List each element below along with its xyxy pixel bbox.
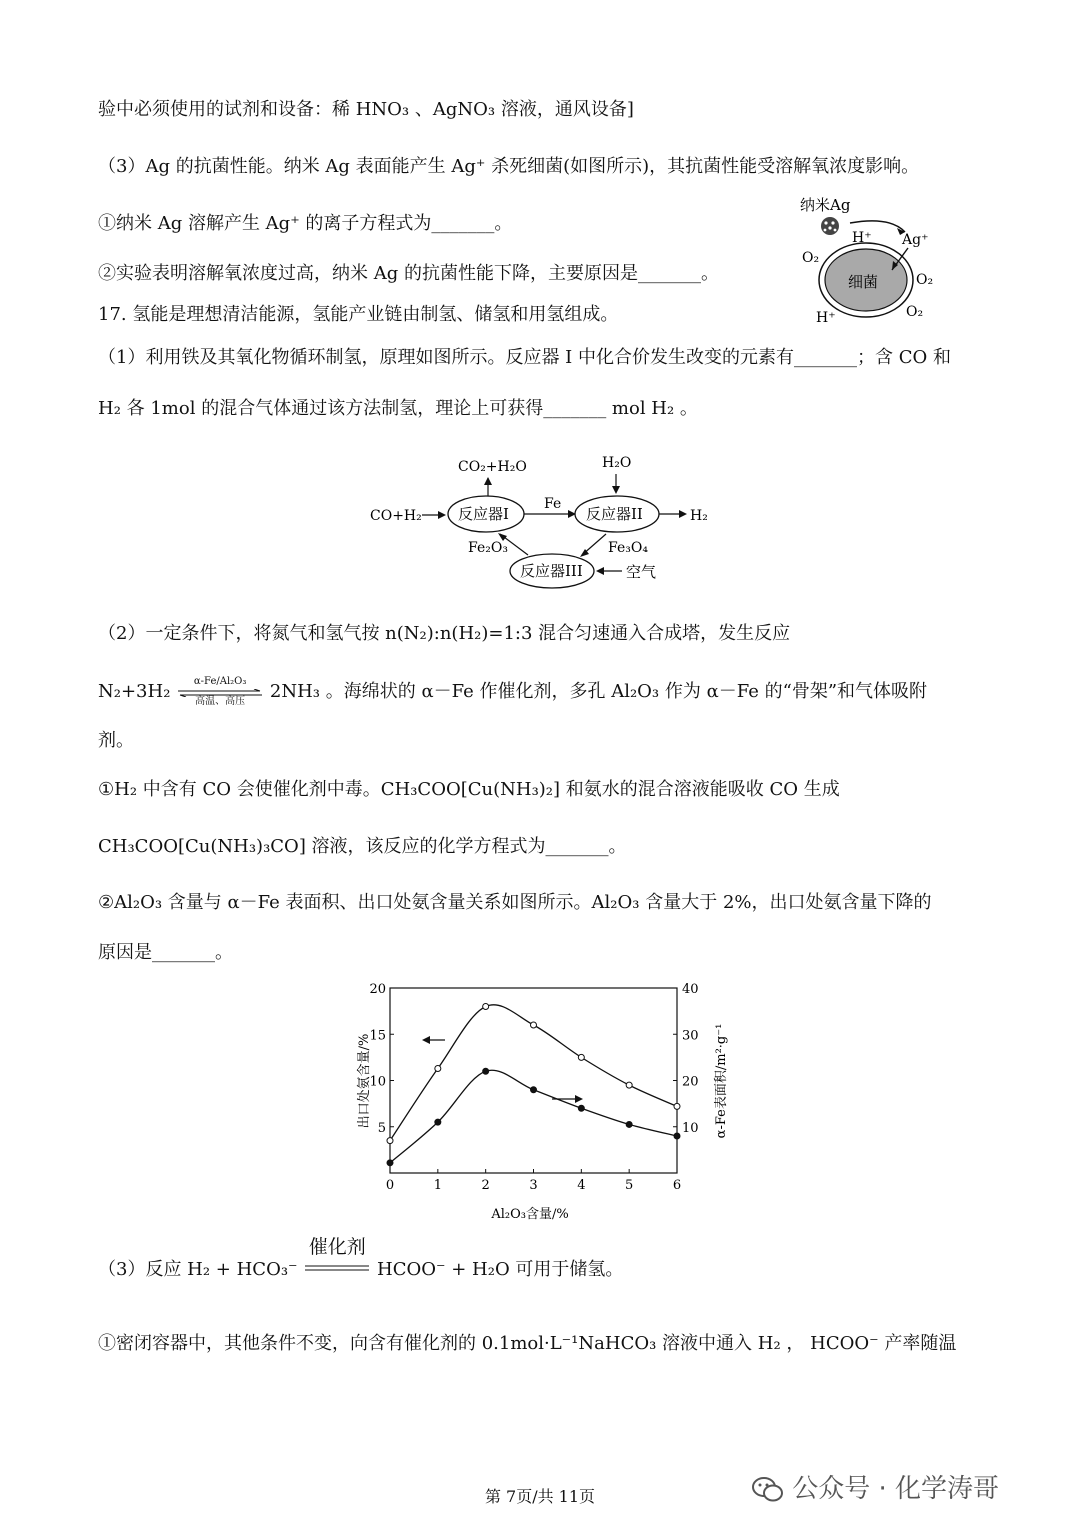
data-point-open [674, 1103, 680, 1109]
ag-plus-label: Ag⁺ [902, 232, 929, 248]
eq-right: 2NH₃ 。海绵状的 α－Fe 作催化剂，多孔 Al₂O₃ 作为 α－Fe 的“骨架”和气体吸附 [269, 681, 928, 702]
text-line-14: 原因是_______。 [98, 942, 233, 963]
y-left-tick-label: 20 [369, 982, 386, 997]
h2o-label: H₂O [602, 455, 632, 471]
x-tick-label: 1 [433, 1178, 442, 1193]
text-line-6: （1）利用铁及其氧化物循环制氢，原理如图所示。反应器 I 中化合价发生改变的元素有_______；含 CO 和 [98, 347, 951, 368]
o2-left-label: O₂ [802, 250, 820, 266]
text-line-11: ①H₂ 中含有 CO 会使催化剂中毒。CH₃COO[Cu(NH₃)₂] 和氨水的混合溶液能吸收 CO 生成 [98, 779, 840, 800]
data-point-filled [387, 1160, 393, 1166]
text-line-12: CH₃COO[Cu(NH₃)₃CO] 溶液，该反应的化学方程式为_______。 [98, 836, 627, 857]
fe3o4-label: Fe₃O₄ [608, 540, 648, 556]
x-tick-label: 0 [385, 1178, 395, 1193]
co-h2-label: CO+H₂ [370, 508, 422, 524]
co2-h2o-label: CO₂+H₂O [458, 459, 527, 475]
nano-ag-particle [821, 217, 839, 235]
arrow-to-left-axis [422, 1036, 445, 1044]
h-plus-bottom-label: H⁺ [816, 310, 836, 326]
x-tick-label: 4 [577, 1178, 586, 1193]
h2-out-label: H₂ [690, 508, 708, 524]
hcoo-eq-right: HCOO⁻ + H₂O 可用于储氢。 [377, 1259, 624, 1280]
reactor-flow-diagram [360, 448, 730, 590]
text-line-5: 17. 氢能是理想清洁能源，氢能产业链由制氢、储氢和用氢组成。 [98, 304, 619, 325]
y-right-axis-label: α-Fe表面积/m²·g⁻¹ [714, 1023, 729, 1139]
text-line-13: ②Al₂O₃ 含量与 α－Fe 表面积、出口处氨含量关系如图所示。Al₂O₃ 含量大于 2%，出口处氨含量下降的 [98, 892, 932, 913]
arrow-to-right-axis [552, 1095, 583, 1103]
data-point-open [578, 1054, 584, 1060]
data-point-filled [483, 1068, 489, 1074]
eq-left: N₂+3H₂ [98, 681, 171, 702]
fe-label: Fe [544, 496, 562, 512]
reactor-1-label: 反应器I [458, 505, 509, 523]
wechat-icon [752, 1476, 784, 1504]
data-point-filled [578, 1105, 584, 1111]
x-tick-label: 3 [529, 1178, 538, 1193]
data-point-open [483, 1004, 489, 1010]
text-line-9 [98, 678, 927, 706]
text-line-4: ②实验表明溶解氧浓度过高，纳米 Ag 的抗菌性能下降，主要原因是_______。 [98, 263, 719, 284]
y-right-tick-label: 20 [682, 1074, 699, 1090]
reactor-2-label: 反应器II [586, 505, 643, 523]
watermark-text: 公众号 · 化学涛哥 [792, 1474, 1000, 1504]
eq-arrow-top-text: α-Fe/Al₂O₃ [193, 676, 247, 687]
catalyst-label: 催化剂 [308, 1236, 366, 1258]
y-left-tick-label: 15 [369, 1028, 386, 1044]
page-footer: 第 7页/共 11页 [484, 1487, 596, 1506]
y-left-tick-label: 10 [369, 1074, 386, 1090]
x-tick-label: 6 [672, 1178, 682, 1193]
text-line-15 [98, 1236, 624, 1284]
bacteria-label: 细菌 [848, 273, 879, 291]
text-line-2: （3）Ag 的抗菌性能。纳米 Ag 表面能产生 Ag⁺ 杀死细菌(如图所示)，其抗菌性能受溶解氧浓度影响。 [98, 156, 920, 177]
watermark [752, 1468, 999, 1505]
y-left-axis-label: 出口处氨含量/% [357, 1033, 372, 1129]
y-left-tick-label: 5 [377, 1120, 386, 1136]
eq-arrow-bottom-text: 高温、高压 [195, 696, 246, 707]
x-tick-label: 5 [625, 1178, 634, 1193]
plot-frame [390, 988, 677, 1173]
x-axis-label: Al₂O₃含量/% [491, 1207, 569, 1222]
air-label: 空气 [626, 563, 657, 581]
text-line-16: ①密闭容器中，其他条件不变，向含有催化剂的 0.1mol·L⁻¹NaHCO₃ 溶液中通入 H₂ ， HCOO⁻ 产率随温 [98, 1333, 957, 1354]
eq-arrow-nh3 [176, 678, 264, 706]
data-point-filled [531, 1087, 537, 1093]
h-plus-top-label: H⁺ [852, 230, 872, 246]
data-point-open [387, 1138, 393, 1144]
data-point-filled [435, 1119, 441, 1125]
bacteria-figure [790, 190, 950, 335]
text-line-7: H₂ 各 1mol 的混合气体通过该方法制氢，理论上可获得_______ mol H₂ 。 [98, 398, 698, 419]
fe2o3-label: Fe₂O₃ [468, 540, 508, 556]
series-line-surface-area [390, 1070, 677, 1163]
text-line-1: 验中必须使用的试剂和设备：稀 HNO₃ 、AgNO₃ 溶液，通风设备] [98, 99, 634, 120]
o2-bottom-label: O₂ [906, 304, 924, 320]
data-point-filled [674, 1133, 680, 1139]
data-point-open [531, 1022, 537, 1028]
reactor-3-label: 反应器III [520, 562, 583, 580]
nano-ag-label: 纳米Ag [800, 196, 851, 214]
data-point-open [435, 1065, 441, 1071]
catalyst-arrow [303, 1236, 371, 1284]
o2-right-label: O₂ [916, 272, 934, 288]
data-point-open [626, 1082, 632, 1088]
text-line-10: 剂。 [98, 730, 134, 751]
x-tick-label: 2 [481, 1178, 490, 1193]
y-right-tick-label: 40 [682, 982, 699, 997]
double-bar [303, 1265, 371, 1271]
text-line-3: ①纳米 Ag 溶解产生 Ag⁺ 的离子方程式为_______。 [98, 213, 513, 234]
text-line-8: （2）一定条件下，将氮气和氢气按 n(N₂):n(H₂)=1:3 混合匀速通入合成塔，发生反应 [98, 623, 791, 644]
y-right-tick-label: 10 [682, 1120, 699, 1136]
data-point-filled [626, 1121, 632, 1127]
y-right-tick-label: 30 [682, 1028, 699, 1044]
al2o3-dual-axis-chart [350, 978, 740, 1228]
hcoo-eq-left: （3）反应 H₂ + HCO₃⁻ [98, 1259, 298, 1280]
